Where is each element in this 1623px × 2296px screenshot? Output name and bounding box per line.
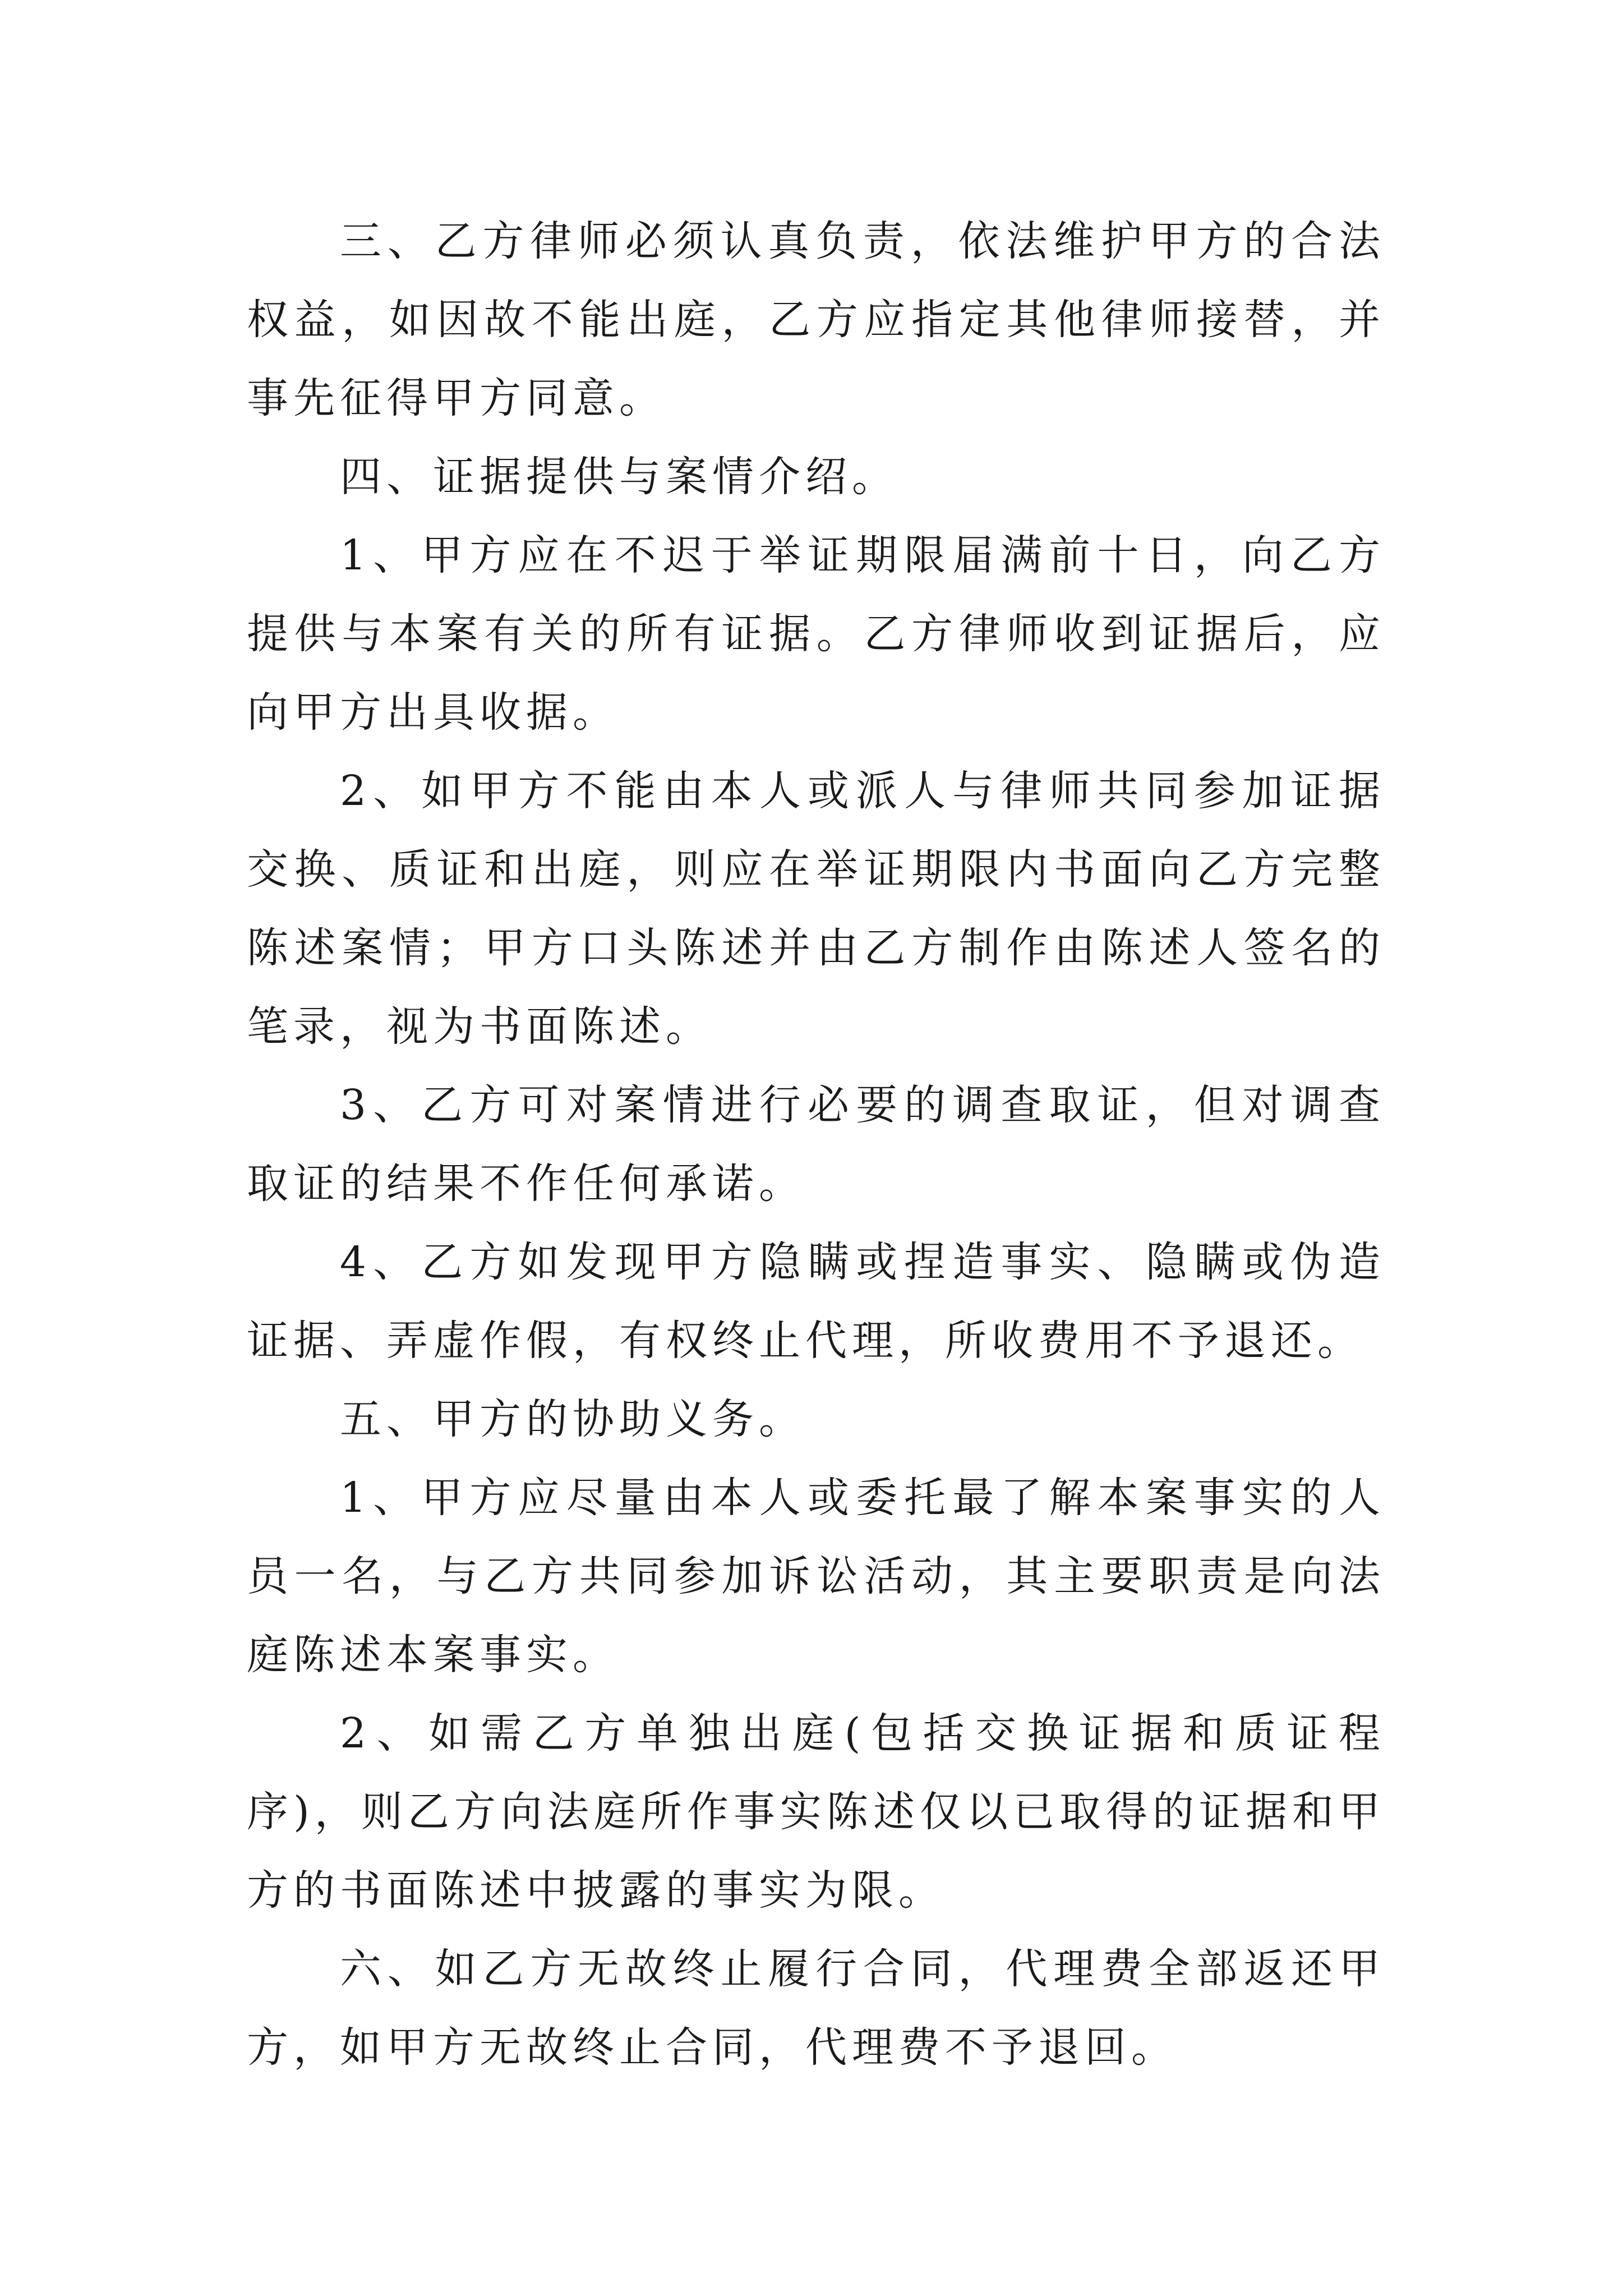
paragraph-clause-5-item-1: 1、甲方应尽量由本人或委托最了解本案事实的人员一名，与乙方共同参加诉讼活动，其主要职责是向法庭陈述本案事实。 bbox=[247, 1474, 1385, 1679]
paragraph-clause-4-item-4: 4、乙方如发现甲方隐瞒或捏造事实、隐瞒或伪造证据、弄虚作假，有权终止代理，所收费用不予退还。 bbox=[247, 1238, 1385, 1365]
paragraph-clause-4-item-1: 1、甲方应在不迟于举证期限届满前十日，向乙方提供与本案有关的所有证据。乙方律师收到证据后，应向甲方出具收据。 bbox=[247, 531, 1385, 737]
paragraph-clause-4-item-3: 3、乙方可对案情进行必要的调查取证，但对调查取证的结果不作任何承诺。 bbox=[247, 1081, 1385, 1208]
paragraph-clause-4-item-2: 2、如甲方不能由本人或派人与律师共同参加证据交换、质证和出庭，则应在举证期限内书面向乙方完整陈述案情；甲方口头陈述并由乙方制作由陈述人签名的笔录，视为书面陈述。 bbox=[247, 767, 1385, 1051]
paragraph-clause-4-heading: 四、证据提供与案情介绍。 bbox=[340, 453, 898, 501]
paragraph-clause-6: 六、如乙方无故终止履行合同，代理费全部返还甲方，如甲方无故终止合同，代理费不予退回。 bbox=[247, 1945, 1385, 2072]
paragraph-clause-5-heading: 五、甲方的协助义务。 bbox=[340, 1395, 805, 1443]
document-body bbox=[247, 202, 1385, 2087]
paragraph-clause-5-item-2: 2、如需乙方单独出庭(包括交换证据和质证程序)，则乙方向法庭所作事实陈述仅以已取得的证据和甲方的书面陈述中披露的事实为限。 bbox=[247, 1709, 1385, 1915]
paragraph-clause-3: 三、乙方律师必须认真负责，依法维护甲方的合法权益，如因故不能出庭，乙方应指定其他律师接替，并事先征得甲方同意。 bbox=[247, 217, 1385, 422]
